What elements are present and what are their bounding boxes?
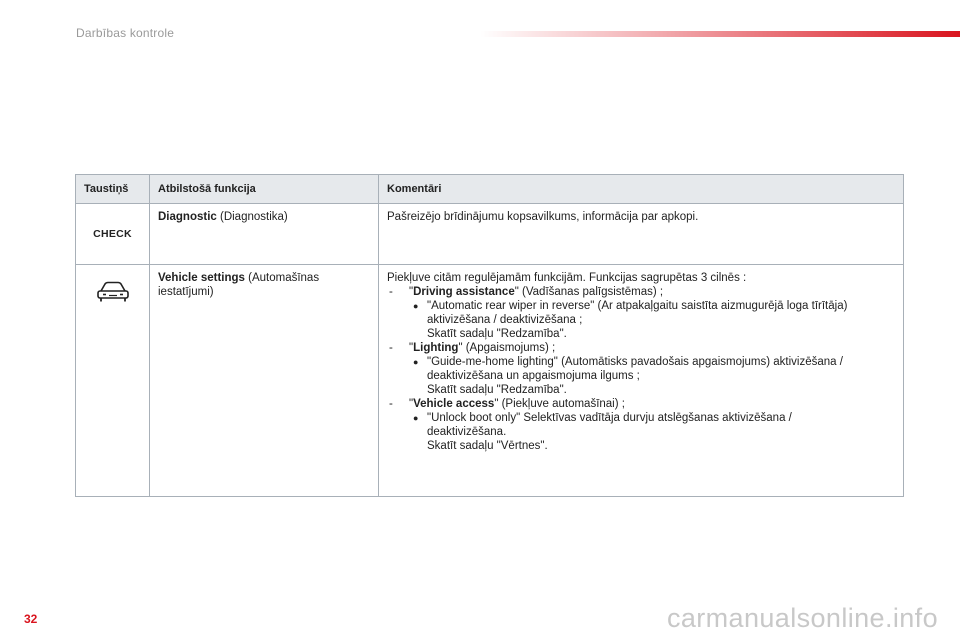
see-section-note: Skatīt sadaļu "Vērtnes". [427, 440, 548, 452]
controls-table [75, 174, 904, 497]
column-header-comments: Komentāri [379, 175, 904, 204]
quote: " [409, 398, 414, 410]
quote: " [409, 342, 414, 354]
group-rest: " (Apgaismojums) ; [458, 342, 556, 354]
table-row [76, 204, 904, 265]
function-translation: (Automašīnas iestatījumi) [158, 272, 320, 298]
comment-cell [379, 204, 904, 265]
list-item: ● "Guide-me-home lighting" (Automātisks pavadošais apgaismojums) aktivizēšana / [387, 355, 895, 369]
list-item: ● "Automatic rear wiper in reverse" (Ar atpakaļgaitu saistīta aizmugurējā loga tīrītāja) [387, 299, 895, 313]
column-header-key: Taustiņš [76, 175, 150, 204]
header-accent-bar [480, 31, 960, 37]
table-header-row [76, 175, 904, 204]
comment-text: Pašreizējo brīdinājumu kopsavilkums, informācija par apkopi. [387, 211, 699, 223]
comment-cell [379, 265, 904, 497]
group-vehicle-access [387, 397, 895, 411]
function-name: Vehicle settings [158, 272, 245, 284]
group-title: Lighting [413, 342, 459, 354]
group-title: Driving assistance [413, 286, 515, 298]
group-rest: " (Vadīšanas palīgsistēmas) ; [514, 286, 664, 298]
section-title: Darbības kontrole [76, 26, 175, 40]
function-name: Diagnostic [158, 211, 217, 223]
group-lighting [387, 341, 895, 355]
list-item-continuation: deaktivizēšana un apgaismojuma ilgums ; [427, 370, 640, 382]
page-number: 32 [24, 612, 38, 626]
see-section-note: Skatīt sadaļu "Redzamība". [427, 328, 567, 340]
watermark: carmanualsonline.info [666, 603, 938, 633]
key-cell [76, 265, 150, 497]
check-key-label: CHECK [93, 228, 132, 240]
group-rest: " (Piekļuve automašīnai) ; [494, 398, 625, 410]
list-item: ● "Unlock boot only" Selektīvas vadītāja durvju atslēgšanas aktivizēšana / [387, 411, 895, 425]
column-header-function: Atbilstošā funkcija [150, 175, 379, 204]
comment-intro: Piekļuve citām regulējamām funkcijām. Funkcijas sagrupētas 3 cilnēs : [387, 272, 747, 284]
table-row [76, 265, 904, 497]
key-cell [76, 204, 150, 265]
function-cell [150, 265, 379, 497]
function-translation: (Diagnostika) [216, 211, 288, 223]
car-icon [96, 281, 130, 307]
list-item-continuation: aktivizēšana / deaktivizēšana ; [427, 314, 583, 326]
see-section-note: Skatīt sadaļu "Redzamība". [427, 384, 567, 396]
quote: " [409, 286, 414, 298]
group-title: Vehicle access [413, 398, 495, 410]
list-item-continuation: deaktivizēšana. [427, 426, 507, 438]
function-cell [150, 204, 379, 265]
group-driving-assistance [387, 285, 895, 299]
